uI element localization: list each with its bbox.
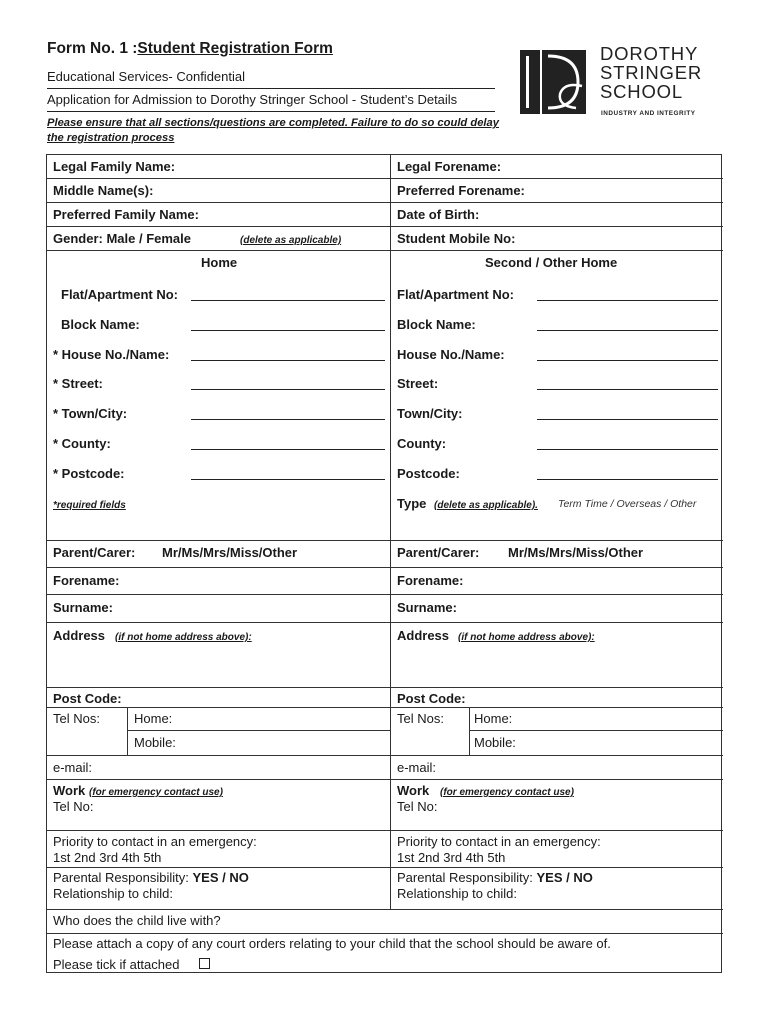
registration-form — [46, 154, 722, 973]
lives-with-field[interactable]: Who does the child live with? — [53, 913, 221, 928]
other-street-field: Street: — [397, 376, 439, 391]
type-note: (delete as applicable). — [434, 500, 538, 511]
tel-nos-left: Tel Nos: — [53, 711, 100, 726]
home-tel-left[interactable]: Home: — [134, 711, 173, 726]
work-tel-right[interactable]: Tel No: — [397, 799, 438, 814]
mobile-tel-right[interactable]: Mobile: — [474, 735, 516, 750]
home-street-input[interactable] — [191, 389, 385, 390]
parent-address-left[interactable]: Address — [53, 628, 106, 643]
home-house-input[interactable] — [191, 360, 385, 361]
priority-right: Priority to contact in an emergency: — [397, 834, 601, 849]
legal-family-name-field[interactable]: Legal Family Name: — [53, 159, 176, 174]
priority-options-left[interactable]: 1st 2nd 3rd 4th 5th — [53, 850, 162, 865]
home-postcode-input[interactable] — [191, 479, 385, 480]
work-note-right: (for emergency contact use) — [440, 787, 574, 798]
pr-yes-no-left[interactable]: YES / NO — [192, 870, 249, 885]
required-fields-note: *required fields — [53, 500, 126, 511]
work-tel-left[interactable]: Tel No: — [53, 799, 94, 814]
completion-notice: Please ensure that all sections/questions are completed. Failure to do so could delay the registration process — [47, 117, 499, 144]
home-flat-input[interactable] — [191, 300, 385, 301]
other-town-input[interactable] — [537, 419, 718, 420]
attached-checkbox[interactable] — [199, 958, 210, 969]
school-tagline: INDUSTRY AND INTEGRITY — [601, 110, 696, 117]
date-of-birth-field[interactable]: Date of Birth: — [397, 207, 480, 222]
other-home-heading: Second / Other Home — [485, 255, 618, 270]
school-logo-icon — [520, 46, 592, 118]
home-tel-right[interactable]: Home: — [474, 711, 513, 726]
work-right: Work — [397, 783, 430, 798]
home-block-input[interactable] — [191, 330, 385, 331]
parent-address-right[interactable]: Address — [397, 628, 450, 643]
tick-attached-label: Please tick if attached — [53, 957, 180, 972]
tel-nos-right: Tel Nos: — [397, 711, 444, 726]
student-mobile-field[interactable]: Student Mobile No: — [397, 231, 516, 246]
other-flat-field: Flat/Apartment No: — [397, 287, 514, 302]
home-postcode-field: * Postcode: — [53, 466, 125, 481]
other-town-field: Town/City: — [397, 406, 463, 421]
priority-options-right[interactable]: 1st 2nd 3rd 4th 5th — [397, 850, 506, 865]
type-label: Type — [397, 496, 427, 511]
pr-yes-no-right[interactable]: YES / NO — [536, 870, 593, 885]
application-line: Application for Admission to Dorothy Stringer School - Student’s Details — [47, 92, 458, 107]
work-note-left: (for emergency contact use) — [89, 787, 223, 798]
divider — [47, 88, 495, 89]
parental-responsibility-left: Parental Responsibility: YES / NO — [53, 870, 249, 885]
parent-carer-left: Parent/Carer: — [53, 545, 136, 560]
parent-surname-right[interactable]: Surname: — [397, 600, 457, 615]
other-block-field: Block Name: — [397, 317, 476, 332]
parental-responsibility-right: Parental Responsibility: YES / NO — [397, 870, 593, 885]
form-title: Form No. 1 :Student Registration Form — [47, 40, 333, 57]
home-street-field: * Street: — [53, 376, 103, 391]
home-block-field: Block Name: — [61, 317, 140, 332]
gender-field[interactable]: Gender: Male / Female — [53, 231, 191, 246]
parent-carer-right: Parent/Carer: — [397, 545, 480, 560]
mobile-tel-left[interactable]: Mobile: — [134, 735, 176, 750]
home-house-field: * House No./Name: — [53, 347, 170, 362]
parent-forename-right[interactable]: Forename: — [397, 573, 464, 588]
home-town-input[interactable] — [191, 419, 385, 420]
email-left[interactable]: e-mail: — [53, 760, 93, 775]
priority-left: Priority to contact in an emergency: — [53, 834, 257, 849]
type-options[interactable]: Term Time / Overseas / Other — [558, 498, 697, 510]
other-county-field: County: — [397, 436, 447, 451]
gender-note: (delete as applicable) — [240, 235, 342, 246]
confidential-line: Educational Services- Confidential — [47, 69, 245, 84]
other-house-input[interactable] — [537, 360, 718, 361]
parent-forename-left[interactable]: Forename: — [53, 573, 120, 588]
divider — [47, 111, 495, 112]
parent-title-left[interactable]: Mr/Ms/Mrs/Miss/Other — [162, 545, 298, 560]
relationship-right[interactable]: Relationship to child: — [397, 886, 517, 901]
home-heading: Home — [201, 255, 238, 270]
other-house-field: House No./Name: — [397, 347, 505, 362]
home-county-input[interactable] — [191, 449, 385, 450]
other-block-input[interactable] — [537, 330, 718, 331]
address-note-left: (if not home address above): — [115, 632, 252, 643]
parent-surname-left[interactable]: Surname: — [53, 600, 113, 615]
email-right[interactable]: e-mail: — [397, 760, 437, 775]
preferred-family-name-field[interactable]: Preferred Family Name: — [53, 207, 199, 222]
court-orders-text: Please attach a copy of any court orders relating to your child that the school should be aware of. — [53, 936, 611, 951]
post-code-left[interactable]: Post Code: — [53, 691, 122, 706]
parent-title-right[interactable]: Mr/Ms/Mrs/Miss/Other — [508, 545, 644, 560]
home-flat-field: Flat/Apartment No: — [61, 287, 178, 302]
address-note-right: (if not home address above): — [458, 632, 595, 643]
work-left: Work — [53, 783, 86, 798]
school-name: DOROTHY STRINGER SCHOOL — [600, 43, 702, 102]
middle-names-field[interactable]: Middle Name(s): — [53, 183, 154, 198]
other-flat-input[interactable] — [537, 300, 718, 301]
legal-forename-field[interactable]: Legal Forename: — [397, 159, 502, 174]
home-county-field: * County: — [53, 436, 111, 451]
preferred-forename-field[interactable]: Preferred Forename: — [397, 183, 525, 198]
other-postcode-field: Postcode: — [397, 466, 460, 481]
home-town-field: * Town/City: — [53, 406, 128, 421]
other-postcode-input[interactable] — [537, 479, 718, 480]
other-street-input[interactable] — [537, 389, 718, 390]
relationship-left[interactable]: Relationship to child: — [53, 886, 173, 901]
other-county-input[interactable] — [537, 449, 718, 450]
post-code-right[interactable]: Post Code: — [397, 691, 466, 706]
